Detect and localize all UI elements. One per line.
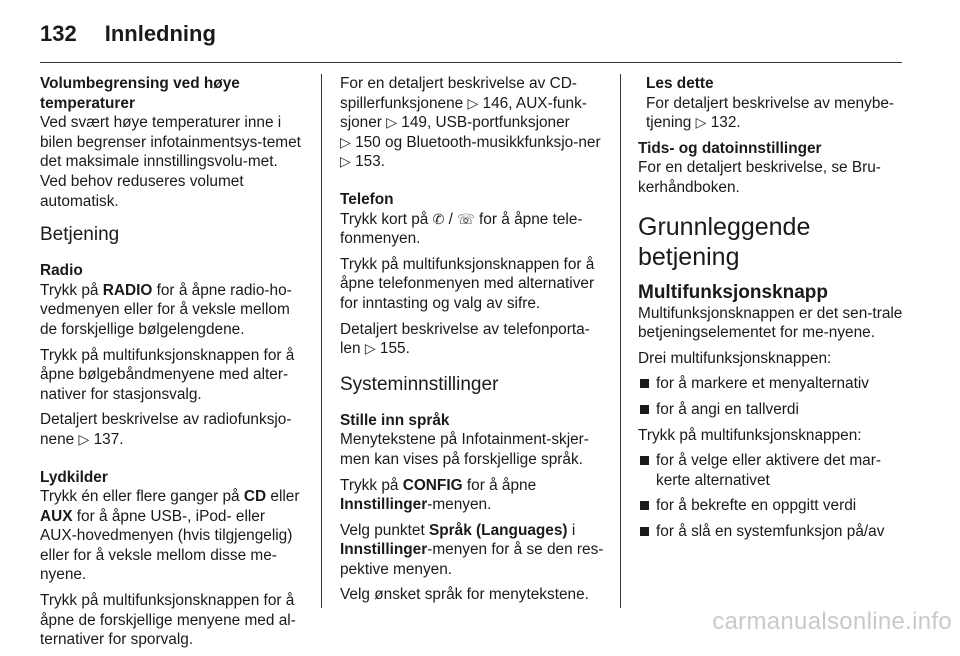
page-ref-icon: ▷ xyxy=(386,114,397,131)
page-ref-icon: ▷ xyxy=(78,430,90,447)
betjening-heading: Betjening xyxy=(40,224,120,246)
language-title: Stille inn språk xyxy=(340,411,450,429)
list-item: for å velge eller aktivere det mar-kerte alternativet xyxy=(638,451,904,490)
page-number: 132 xyxy=(40,21,77,46)
turn-list xyxy=(638,374,904,419)
radio-title: Radio xyxy=(40,262,83,280)
list-item: for å bekrefte en oppgitt verdi xyxy=(638,496,904,516)
volume-limit-title: Volumbegrensing ved høye temperaturer xyxy=(40,75,240,112)
header-rule xyxy=(40,62,902,63)
list-item: for å slå en systemfunksjon på/av xyxy=(638,522,904,542)
column-2 xyxy=(340,74,606,611)
column-1 xyxy=(40,74,304,656)
language-paragraph-4: Velg ønsket språk for menytekstene. xyxy=(340,586,589,604)
phone-off-icon: ☏ xyxy=(457,210,475,227)
lydkilder-paragraph-2: Trykk på multifunksjonsknappen for å åpne de forskjellige menyene med al-ternativer for sporvalg. xyxy=(40,592,296,649)
radio-paragraph-3: Detaljert beskrivelse av radiofunksjo-nene ▷ 137. xyxy=(40,411,292,448)
note-title: Les dette xyxy=(646,75,714,92)
telefon-paragraph-2: Trykk på multifunksjonsknappen for å åpne telefonmenyen med alternativer for inntasting og valg av sifre. xyxy=(340,255,595,312)
systeminnstillinger-heading: Systeminnstillinger xyxy=(340,373,499,395)
note-body: For detaljert beskrivelse av menybe-tjening ▷ 132. xyxy=(646,94,895,132)
lydkilder-title: Lydkilder xyxy=(40,468,108,486)
press-list xyxy=(638,451,904,541)
note-box xyxy=(638,74,904,133)
language-paragraph-2: Trykk på CONFIG for å åpne Innstillinger-menyen. xyxy=(340,476,537,514)
radio-paragraph-1: Trykk på RADIO for å åpne radio-ho-vedmenyen eller for å veksle mellom de forskjellige bølgelengdene. xyxy=(40,281,292,338)
language-paragraph-3: Velg punktet Språk (Languages) i Innstillinger-menyen for å se den res-pektive menyen. xyxy=(340,521,604,578)
column-divider xyxy=(620,74,621,608)
radio-paragraph-2: Trykk på multifunksjonsknappen for å åpne bølgebåndmenyene med alter-nativer for stasjonsvalg. xyxy=(40,346,295,403)
time-date-body: For en detaljert beskrivelse, se Bru-kerhåndboken. xyxy=(638,159,881,196)
column-3 xyxy=(638,74,904,548)
column-divider xyxy=(321,74,322,608)
list-item: for å markere et menyalternativ xyxy=(638,374,904,394)
page-header xyxy=(40,14,216,54)
watermark: carmanualsonline.info xyxy=(712,608,952,635)
page-ref-icon: ▷ xyxy=(340,133,351,150)
page-ref-icon: ▷ xyxy=(340,153,351,170)
multifunction-title: Multifunksjonsknapp xyxy=(638,281,828,303)
grunnleggende-heading: Grunnleggende betjening xyxy=(638,212,811,271)
telefon-paragraph-1: Trykk kort på ✆ / ☏ for å åpne tele-fonmenyen. xyxy=(340,210,583,248)
page-ref-icon: ▷ xyxy=(364,340,376,357)
chapter-title: Innledning xyxy=(104,21,216,46)
page-ref-icon: ▷ xyxy=(467,94,479,111)
cd-reference-paragraph: For en detaljert beskrivelse av CD-spillerfunksjonene ▷ 146, AUX-funk-sjoner ▷ 149, USB-portfunksjoner ▷ 150 og Bluetooth-musikkfunksjo-ner ▷ 153. xyxy=(340,75,601,171)
telefon-paragraph-3: Detaljert beskrivelse av telefonporta-len ▷ 155. xyxy=(340,320,590,358)
multifunction-paragraph-2: Drei multifunksjonsknappen: xyxy=(638,349,832,367)
time-date-title: Tids- og datoinnstillinger xyxy=(638,139,822,157)
multifunction-paragraph-1: Multifunksjonsknappen er det sen-trale betjeningselementet for me-nyene. xyxy=(638,304,903,342)
page-ref-icon: ▷ xyxy=(695,114,707,131)
lydkilder-paragraph-1: Trykk én eller flere ganger på CD eller AUX for å åpne USB-, iPod- eller AUX-hovedmenyen (hvis tilgjengelig) eller for å veksle mellom disse me-nyene. xyxy=(40,488,300,584)
list-item: for å angi en tallverdi xyxy=(638,400,904,420)
language-paragraph-1: Menytekstene på Infotainment-skjer-men kan vises på forskjellige språk. xyxy=(340,431,589,468)
multifunction-paragraph-3: Trykk på multifunksjonsknappen: xyxy=(638,426,862,444)
telefon-title: Telefon xyxy=(340,190,394,208)
phone-icon: ✆ xyxy=(432,210,445,227)
volume-limit-body: Ved svært høye temperaturer inne i bilen begrenser infotainmentsys-temet det maksimale innstillingsvolu-met. Ved behov reduseres volumet automatisk. xyxy=(40,114,301,210)
